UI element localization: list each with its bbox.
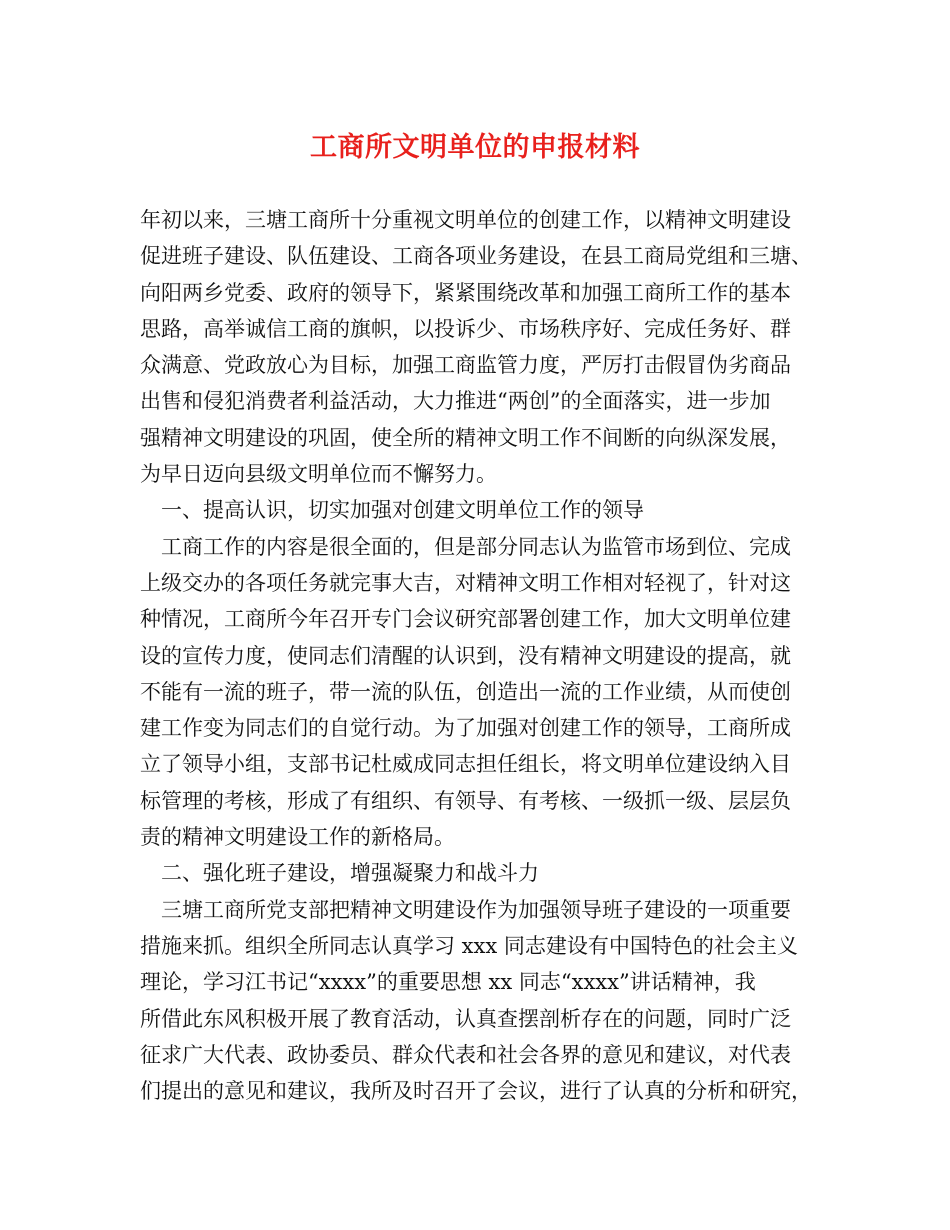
text-line: 出售和侵犯消费者利益活动，大力推进“两创”的全面落实，进一步加 [140,389,771,414]
text-line: 责的精神文明建设工作的新格局。 [140,825,455,850]
text-line: 建工作变为同志们的自觉行动。为了加强对创建工作的领导，工商所成 [140,716,791,741]
document-body [140,202,840,1109]
text-line: 理论，学习江书记“xxxx”的重要思想 xx 同志“xxxx”讲话精神，我 [140,970,756,995]
text-line: 标管理的考核，形成了有组织、有领导、有考核、一级抓一级、层层负 [140,788,791,813]
text-line: 年初以来，三塘工商所十分重视文明单位的创建工作，以精神文明建设 [140,208,791,232]
text-line: 不能有一流的班子，带一流的队伍，创造出一流的工作业绩，从而使创 [140,679,791,704]
text-line: 众满意、党政放心为目标，加强工商监管力度，严厉打击假冒伪劣商品 [140,353,791,378]
text-line: 为早日迈向县级文明单位而不懈努力。 [140,462,497,487]
text-line: 设的宣传力度，使同志们清醒的认识到，没有精神文明建设的提高，就 [140,643,791,668]
text-line: 思路，高举诚信工商的旗帜，以投诉少、市场秩序好、完成任务好、群 [140,316,791,341]
text-line: 促进班子建设、队伍建设、工商各项业务建设，在县工商局党组和三塘、 [140,244,812,269]
text-line: 强精神文明建设的巩固，使全所的精神文明工作不间断的向纵深发展， [140,425,791,450]
document-title: 工商所文明单位的申报材料 [310,132,640,163]
text-line: 所借此东风积极开展了教育活动，认真查摆剖析存在的问题，同时广泛 [140,1006,791,1031]
text-line: 立了领导小组，支部书记杜威成同志担任组长，将文明单位建设纳入目 [140,752,791,777]
text-line: 上级交办的各项任务就完事大吉，对精神文明工作相对轻视了，针对这 [140,570,791,595]
text-line: 们提出的意见和建议，我所及时召开了会议，进行了认真的分析和研究， [140,1079,812,1104]
text-line: 种情况，工商所今年召开专门会议研究部署创建工作，加大文明单位建 [140,607,791,632]
text-line: 工商工作的内容是很全面的，但是部分同志认为监管市场到位、完成 [161,534,791,559]
text-line: 三塘工商所党支部把精神文明建设作为加强领导班子建设的一项重要 [161,897,791,922]
text-line: 措施来抓。组织全所同志认真学习 xxx 同志建设有中国特色的社会主义 [140,933,798,958]
text-line: 征求广大代表、政协委员、群众代表和社会各界的意见和建议，对代表 [140,1042,791,1067]
text-line: 一、提高认识，切实加强对创建文明单位工作的领导 [161,498,644,523]
text-line: 向阳两乡党委、政府的领导下，紧紧围绕改革和加强工商所工作的基本 [140,280,791,305]
text-line: 二、强化班子建设，增强凝聚力和战斗力 [161,861,539,886]
